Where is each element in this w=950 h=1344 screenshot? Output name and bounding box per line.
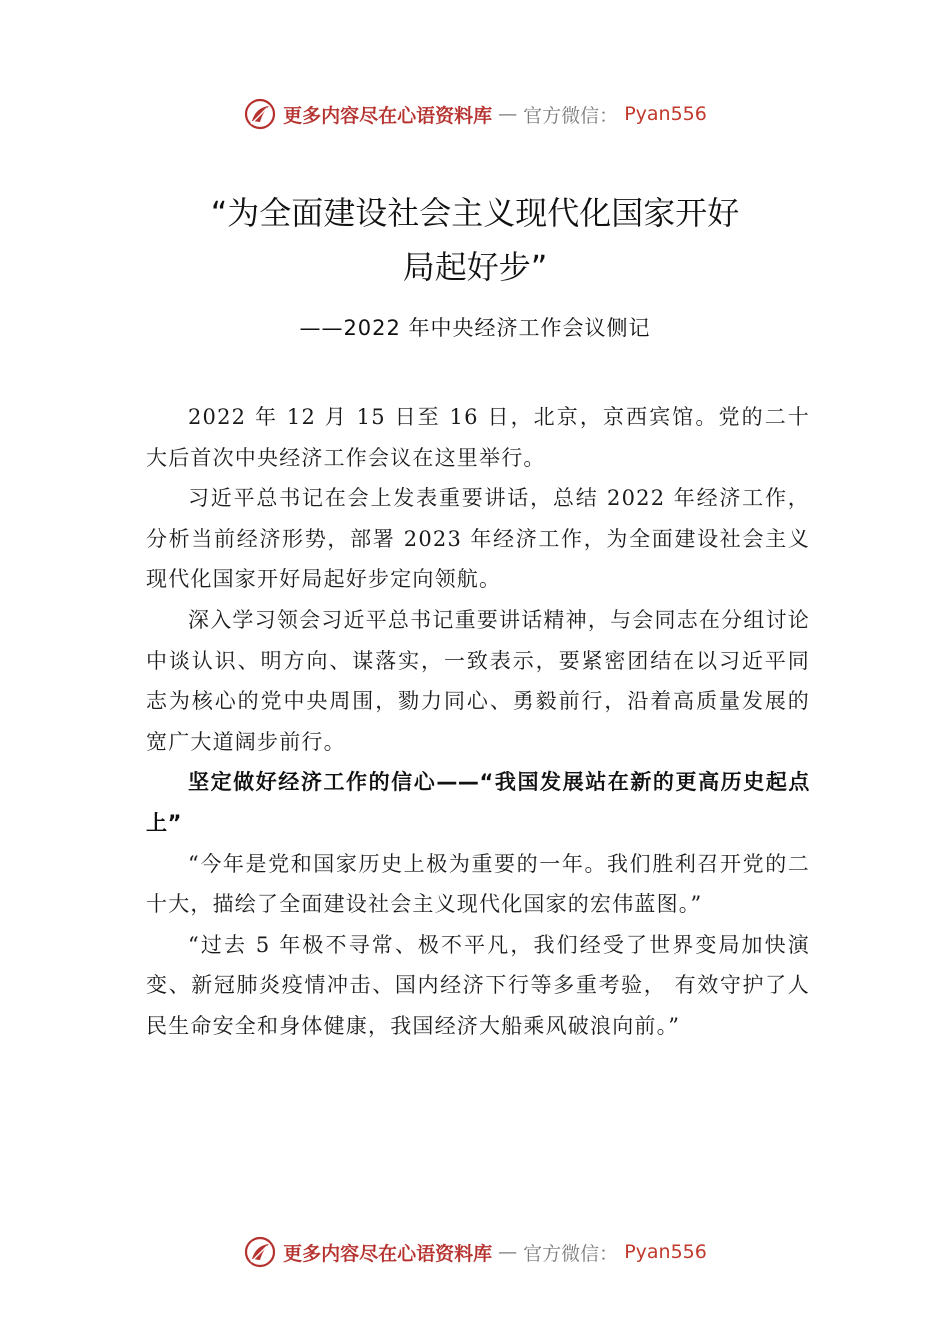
section-heading: 坚定做好经济工作的信心——“我国发展站在新的更高历史起点上” [146,770,810,835]
article-body [146,397,810,1047]
banner-wechat-label: 官方微信： [523,104,619,127]
paragraph: “今年是党和国家历史上极为重要的一年。我们胜利召开党的二十大，描绘了全面建设社会主义现代化国家的宏伟蓝图。” [146,851,810,917]
paragraph: 深入学习领会习近平总书记重要讲话精神，与会同志在分组讨论中谈认识、明方向、谋落实，一致表示，要紧密团结在以习近平同志为核心的党中央周围，勠力同心、勇毅前行，沿着高质量发展的宽广大道阔步前行。 [146,607,810,754]
article-title [0,186,950,294]
banner-wechat-id: Pyan556 [624,103,707,125]
title-line-2: 局起好步” [402,248,548,286]
banner-separator: — [498,1241,518,1263]
article-subtitle: ——2022 年中央经济工作会议侧记 [299,316,651,340]
banner-wechat-label: 官方微信： [523,1242,619,1265]
footer-banner [0,1232,950,1272]
paragraph: “过去 5 年极不寻常、极不平凡，我们经受了世界变局加快演变、新冠肺炎疫情冲击、国内经济下行等多重考验， 有效守护了人民生命安全和身体健康，我国经济大船乘风破浪向前。” [146,932,810,1038]
paragraph: 习近平总书记在会上发表重要讲话，总结 2022 年经济工作，分析当前经济形势，部署 2023 年经济工作，为全面建设社会主义现代化国家开好局起好步定向领航。 [146,486,810,592]
banner-library-text: 更多内容尽在心语资料库 [283,1242,493,1265]
library-logo-icon [243,97,277,131]
title-line-1: “为全面建设社会主义现代化国家开好 [210,194,740,232]
banner-wechat-id: Pyan556 [624,1241,707,1263]
library-logo-icon [243,1235,277,1269]
paragraph: 2022 年 12 月 15 日至 16 日，北京，京西宾馆。党的二十大后首次中央经济工作会议在这里举行。 [146,405,810,470]
banner-separator: — [498,103,518,125]
banner-library-text: 更多内容尽在心语资料库 [283,104,493,127]
header-banner [0,94,950,134]
